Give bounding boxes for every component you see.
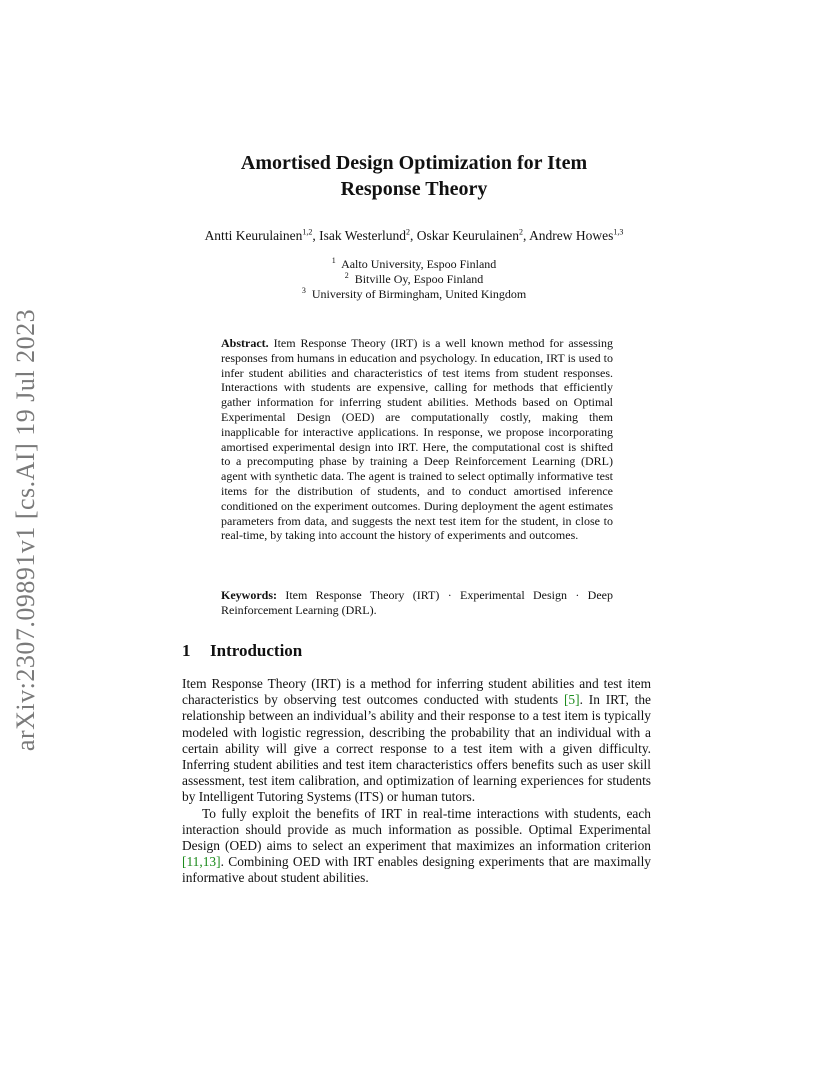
keywords — [221, 588, 613, 618]
author: Oskar Keurulainen$^2$, — [416, 227, 530, 243]
affiliation: $^1$ Aalto University, Espoo Finland — [331, 256, 497, 271]
paper-title-line-2: Response Theory — [340, 178, 488, 200]
section-title: Introduction — [210, 641, 303, 660]
affiliation-list — [0, 257, 828, 302]
introduction-body — [182, 676, 651, 887]
author-list — [0, 228, 828, 244]
section-heading-introduction — [182, 641, 302, 661]
affiliation: $^2$ Bitville Oy, Espoo Finland — [344, 271, 484, 286]
affiliation: $^3$ University of Birmingham, United Kingdom — [301, 286, 527, 301]
paragraph: To fully exploit the benefits of IRT in real-time interactions with students, each interaction should provide as much information as possible. Optimal Experimental Design (OED) aims to select an experiment that maximizes an information criterion [11,13]. Combining OED with IRT enables designing experiments that are maximally informative about student abilities. — [182, 805, 651, 886]
keywords-text: Item Response Theory (IRT) · Experimental Design · Deep Reinforcement Learning (DRL). — [221, 588, 613, 617]
paper-title — [0, 150, 828, 202]
citation-link[interactable]: [11,13] — [182, 854, 221, 870]
abstract-label: Abstract. — [221, 336, 269, 350]
keywords-label: Keywords: — [221, 588, 277, 602]
abstract-text: Item Response Theory (IRT) is a well known method for assessing responses from humans in education and psychology. In education, IRT is used to infer student abilities and characteristics of test items from student responses. Interactions with students are expensive, calling for methods that efficiently gather information for inferring student abilities. Methods based on Optimal Experimental Design (OED) are computationally costly, making them inapplicable for interactive applications. In response, we propose incorporating amortised experimental design into IRT. Here, the computational cost is shifted to a precomputing phase by training a Deep Reinforcement Learning (DRL) agent with synthetic data. The agent is trained to select optimally informative test items for the distribution of students, and to conduct amortised inference conditioned on the experiment outcomes. During deployment the agent estimates parameters from data, and suggests the next test item for the student, in close to real-time, by taking into account the history of experiments and outcomes. — [221, 336, 614, 543]
paper-title-line-1: Amortised Design Optimization for Item — [240, 152, 588, 174]
arxiv-identifier-text: arXiv:2307.09891v1 [cs.AI] 19 Jul 2023 — [11, 308, 40, 752]
section-number: 1 — [182, 641, 191, 660]
citation-link[interactable]: [5] — [563, 692, 580, 708]
author: Antti Keurulainen$^{1,2}$, — [204, 227, 320, 243]
author: Andrew Howes$^{1,3}$ — [529, 227, 624, 243]
abstract — [221, 336, 613, 543]
paragraph: Item Response Theory (IRT) is a method for inferring student abilities and test item characteristics by observing test outcomes conducted with students [5]. In IRT, the relationship between an individual’s ability and their response to a test item is typically modeled with logistic regression, describing the probability that an individual with a certain ability will give a correct response to a test item with a given difficulty. Inferring student abilities and test item characteristics offers benefits such as user skill assessment, test item calibration, and optimization of learning experiences for students by Intelligent Tutoring Systems (ITS) or human tutors. — [182, 676, 652, 805]
author: Isak Westerlund$^2$, — [319, 227, 417, 243]
